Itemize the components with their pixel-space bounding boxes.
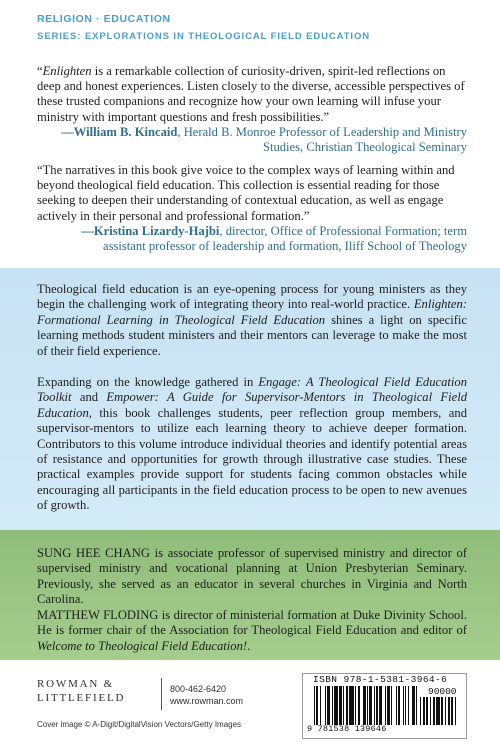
author-name: MATTHEW FLODING: [37, 608, 159, 622]
barcode-bar: [455, 697, 456, 725]
description-paragraph: Expanding on the knowledge gathered in Engage: A Theological Field Education Toolkit and Empower: A Guide for Supervisor-Mentors in Theological Field Education, this book challenges students, peer reflection group members, and supervisor-mentors to utilize each learning theory to achieve deeper formation. Contributors to this volume introduce individual theories and identify potential areas of resistance and opportunities for growth through illustrative case studies. These practical examples provide support for students facing common obstacles while encouraging all participants in the field education process to be open to new avenues of growth.: [37, 375, 467, 513]
publisher-website: www.rowman.com: [170, 696, 244, 706]
barcode-bar: [441, 697, 442, 725]
author-bio: SUNG HEE CHANG is associate professor of supervised ministry and director of supervised ministry and vocational planning at Union Presbyterian Seminary. Previously, she served as an educator in several churches in Virginia and North Carolina.: [37, 546, 467, 607]
barcode-bar: [398, 686, 400, 725]
description-paragraph: Theological field education is an eye-opening process for young ministers as they begin the challenging work of integrating theory into real-world practice. Enlighten: Formational Learning in Theological Field Education shines a light on specific learning methods student ministers and their mentors can leverage to make the most of their field experience.: [37, 282, 467, 358]
barcode-bar: [448, 697, 451, 725]
price-code: 90000: [428, 686, 457, 697]
barcode-bar: [426, 697, 427, 725]
endorsement-quote: [37, 64, 467, 155]
barcode-bar: [374, 686, 375, 725]
book-title-inline: Engage: A Theological Field Education Toolkit: [37, 375, 467, 405]
barcode-bar: [346, 686, 347, 725]
barcode-bar: [363, 686, 365, 725]
category-label: RELIGION · EDUCATION: [37, 13, 171, 25]
barcode-bar: [349, 686, 354, 725]
barcode-bar: [423, 697, 426, 725]
barcode-bar: [358, 686, 359, 725]
book-title-inline: Welcome to Theological Field Education!: [37, 638, 248, 653]
endorsement-quote: [37, 163, 467, 254]
barcode-bar: [320, 686, 321, 725]
barcode-bar: [396, 686, 397, 725]
barcode-bar: [387, 686, 389, 725]
barcode-bar: [376, 686, 377, 725]
publisher-name: ROWMAN & LITTLEFIELD: [37, 678, 126, 704]
barcode-bar: [325, 686, 326, 725]
barcode-bar: [332, 686, 333, 725]
barcode-bar: [412, 686, 414, 725]
barcode-bar: [379, 686, 383, 725]
barcode-bar: [339, 686, 341, 725]
author-bio: MATTHEW FLODING is director of ministerial formation at Duke Divinity School. He is former chair of the Association for Theological Field Education and editor of Welcome to Theological Field Education!.: [37, 608, 468, 653]
barcode-bar: [408, 686, 409, 725]
barcode-bars: [314, 686, 414, 725]
publisher-divider: [161, 678, 162, 710]
endorser-title: , director, Office of Professional Formation; term assistant professor of leadership and formation, Iliff School of Theology: [103, 223, 467, 254]
book-title-inline: Enlighten: [42, 64, 92, 78]
barcode-bar: [367, 686, 368, 725]
open-quote: “: [37, 64, 43, 78]
barcode-bar: [385, 686, 386, 725]
endorser-name: —Kristina Lizardy-Hajbi: [81, 223, 220, 238]
publisher-contact: [170, 683, 243, 707]
barcode-bar: [343, 686, 344, 725]
endorser-name: —William B. Kincaid: [61, 124, 178, 139]
barcode-bar: [316, 686, 317, 725]
barcode-bar: [433, 697, 436, 725]
endorser-title: , Herald B. Monroe Professor of Leadership and Ministry Studies, Christian Theological Seminary: [177, 124, 467, 155]
quote-text: “The narratives in this book give voice to the complex ways of learning within and beyond theological field education. This collection is essential reading for those seeking to deepen their understanding of contextual education, as well as engage actively in their personal and professional formation.”: [37, 163, 455, 223]
isbn-label: ISBN 978-1-5381-3964-6: [313, 674, 448, 685]
cover-credit: Cover image © A-Digit/DigitalVision Vectors/Getty Images: [37, 720, 242, 729]
quote-body: is a remarkable collection of curiosity-driven, spirit-led reflections on deep and honest experiences. Listen closely to the diverse, accessible perspectives of these trusted companions and recognize how your own learning will infuse your ministry with important questions and fresh possibilities.”: [37, 64, 465, 124]
barcode-bar: [436, 697, 440, 725]
barcode-bar: [391, 686, 392, 725]
quote-attribution: [37, 224, 467, 254]
barcode-bar: [327, 686, 329, 725]
barcode-bar: [420, 697, 421, 725]
barcode-bar: [355, 686, 356, 725]
barcode-bar: [403, 686, 404, 725]
series-label: SERIES: EXPLORATIONS IN THEOLOGICAL FIELD EDUCATION: [37, 31, 371, 42]
barcode-bar: [369, 686, 371, 725]
barcode-addon-bars: [420, 697, 460, 725]
barcode-bar: [314, 686, 315, 725]
barcode-bar: [451, 697, 452, 725]
barcode-bar: [430, 697, 431, 725]
barcode-bar: [445, 697, 446, 725]
quote-attribution: [37, 125, 467, 155]
barcode-bar: [334, 686, 338, 725]
author-name: SUNG HEE CHANG: [37, 546, 150, 560]
book-title-inline: Enlighten: Formational Learning in Theological Field Education: [37, 297, 467, 327]
publisher-phone: 800-462-6420: [170, 684, 227, 694]
quote-text: [37, 64, 467, 125]
book-title-inline: Empower: A Guide for Supervisor-Mentors in Theological Field Education: [37, 390, 467, 420]
barcode-bar: [416, 686, 417, 725]
barcode-bar: [405, 686, 406, 725]
barcode-digits: 9 781538 139646: [307, 724, 387, 734]
